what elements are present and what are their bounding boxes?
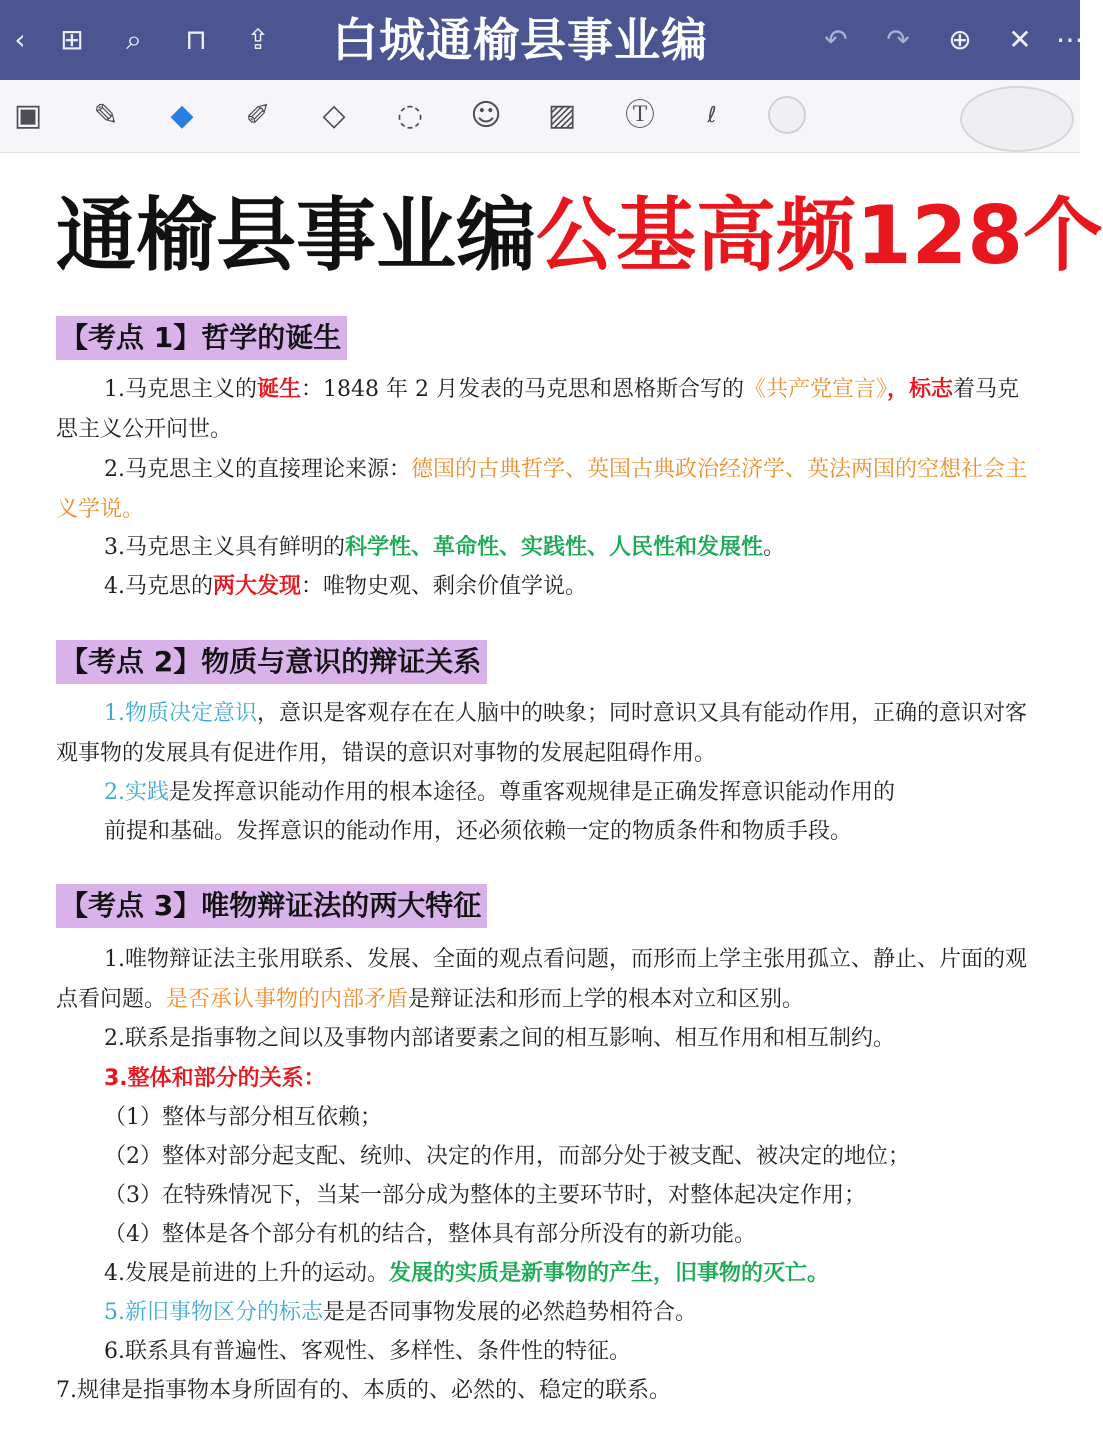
sidebar-icon[interactable]: ▣	[13, 98, 43, 133]
text-green: 科学性、革命性、实践性、人民性和发展性	[345, 535, 764, 560]
text: 1.马克思主义的	[104, 377, 257, 402]
section-3-sub-2: （2）整体对部分起支配、统帅、决定的作用，而部分处于被支配、被决定的地位；	[104, 1144, 910, 1169]
text: 1.唯物辩证法主张用联系、发展、全面的观点看问题，而形而上学主张用孤立、静止、片面的观点看问题。	[56, 947, 1027, 1012]
section-3-point-3: 3.整体和部分的关系：	[104, 1066, 326, 1091]
laser-icon[interactable]: ℓ	[707, 103, 717, 128]
section-2-point-2	[104, 773, 895, 813]
text: ：唯物史观、剩余价值学说。	[301, 574, 588, 599]
section-2-point-1	[56, 694, 1031, 774]
section-3-point-5	[104, 1293, 697, 1333]
section-heading-1: 【考点 1】哲学的诞生	[56, 316, 347, 360]
text: 着马克思主义公开问世。	[56, 377, 1020, 442]
text: 。	[763, 535, 786, 560]
top-app-bar	[0, 0, 1084, 80]
text-blue: 5.新旧事物区分的标志	[104, 1300, 323, 1325]
section-1-point-4	[56, 567, 1031, 607]
text-icon[interactable]: Ⓣ	[625, 98, 655, 133]
close-icon[interactable]: ✕	[1008, 23, 1032, 56]
pen-icon[interactable]: ✎	[93, 98, 119, 133]
text: 4.发展是前进的上升的运动。	[104, 1261, 389, 1286]
text-red: 诞生	[257, 377, 302, 402]
text-orange: 《共产党宣言》	[743, 377, 887, 402]
eraser-icon[interactable]: ◆	[170, 98, 194, 133]
share-icon[interactable]: ⇪	[246, 23, 270, 56]
text: 4.马克思的	[104, 574, 213, 599]
search-icon[interactable]: ⌕	[126, 23, 142, 56]
section-3-sub-4: （4）整体是各个部分有机的结合，整体具有部分所没有的新功能。	[104, 1222, 756, 1247]
section-2-point-2-cont: 前提和基础。发挥意识的能动作用，还必须依赖一定的物质条件和物质手段。	[104, 819, 853, 844]
text: 2.马克思主义的直接理论来源：	[104, 457, 411, 482]
section-1-point-3	[56, 528, 1031, 568]
pen-size-large[interactable]	[960, 86, 1074, 152]
section-1-point-1	[56, 370, 1031, 450]
section-3-sub-3: （3）在特殊情况下，当某一部分成为整体的主要环节时，对整体起决定作用；	[104, 1183, 866, 1208]
text: 3.马克思主义具有鲜明的	[104, 535, 345, 560]
text-red: 志	[931, 377, 954, 402]
section-heading-2: 【考点 2】物质与意识的辩证关系	[56, 640, 487, 684]
shapes-icon[interactable]: ◇	[322, 98, 346, 133]
sticker-icon[interactable]: ☺	[470, 98, 502, 133]
page-heading	[56, 186, 1103, 286]
text: 是发挥意识能动作用的根本途径。尊重客观规律是正确发挥意识能动作用的	[169, 780, 896, 805]
text: 是辩证法和形而上学的根本对立和区别。	[408, 987, 805, 1012]
highlighter-icon[interactable]: ✐	[245, 98, 271, 133]
text: 是是否同事物发展的必然趋势相符合。	[323, 1300, 698, 1325]
text-red: ，标	[887, 377, 932, 402]
grid-icon[interactable]: ⊞	[60, 23, 84, 56]
section-3-sub-1: （1）整体与部分相互依赖；	[104, 1105, 382, 1130]
text-orange: 是否承认事物的内部矛盾	[166, 987, 409, 1012]
page-heading-main: 通榆县事业编	[56, 189, 536, 282]
text-red: 两大发现	[213, 574, 302, 599]
document-title: 白城通榆县事业编	[332, 13, 708, 67]
more-icon[interactable]: ⋯	[1056, 23, 1084, 56]
section-heading-3: 【考点 3】唯物辩证法的两大特征	[56, 884, 487, 928]
section-3-point-7: 7.规律是指事物本身所固有的、本质的、必然的、稳定的联系。	[56, 1378, 671, 1403]
image-icon[interactable]: ▨	[547, 98, 577, 133]
text: ，意识是客观存在在人脑中的映象；同时意识又具有能动作用，正确的意识对客观事物的发展具有促进作用，错误的意识对事物的发展起阻碍作用。	[56, 701, 1028, 766]
text-blue: 2.实践	[104, 780, 169, 805]
bookmark-icon[interactable]: ⊓	[185, 23, 207, 56]
redo-icon[interactable]: ↷	[886, 23, 910, 56]
text-orange: 德国的古典哲学、英国古典政治经济学、英法两国的空想社会主义学说。	[56, 457, 1028, 522]
section-3-point-2: 2.联系是指事物之间以及事物内部诸要素之间的相互影响、相互作用和相互制约。	[104, 1026, 895, 1051]
chevron-left-icon[interactable]: ‹	[14, 23, 26, 56]
add-page-icon[interactable]: ⊕	[948, 23, 972, 56]
undo-icon[interactable]: ↶	[824, 23, 848, 56]
page-heading-highlight: 公基高频128个	[536, 189, 1103, 282]
lasso-icon[interactable]: ◌	[396, 98, 424, 133]
text: ：1848 年 2 月发表的马克思和恩格斯合写的	[301, 377, 744, 402]
annotation-toolbar	[0, 80, 1080, 153]
section-3-point-4	[104, 1254, 829, 1294]
section-1-point-2	[56, 450, 1031, 530]
text-green: 发展的实质是新事物的产生，旧事物的灭亡。	[389, 1261, 830, 1286]
section-3-point-1	[56, 940, 1031, 1020]
text-blue: 1.物质决定意识	[104, 701, 257, 726]
section-3-point-6: 6.联系具有普遍性、客观性、多样性、条件性的特征。	[104, 1339, 631, 1364]
pen-size-small[interactable]	[768, 96, 806, 134]
